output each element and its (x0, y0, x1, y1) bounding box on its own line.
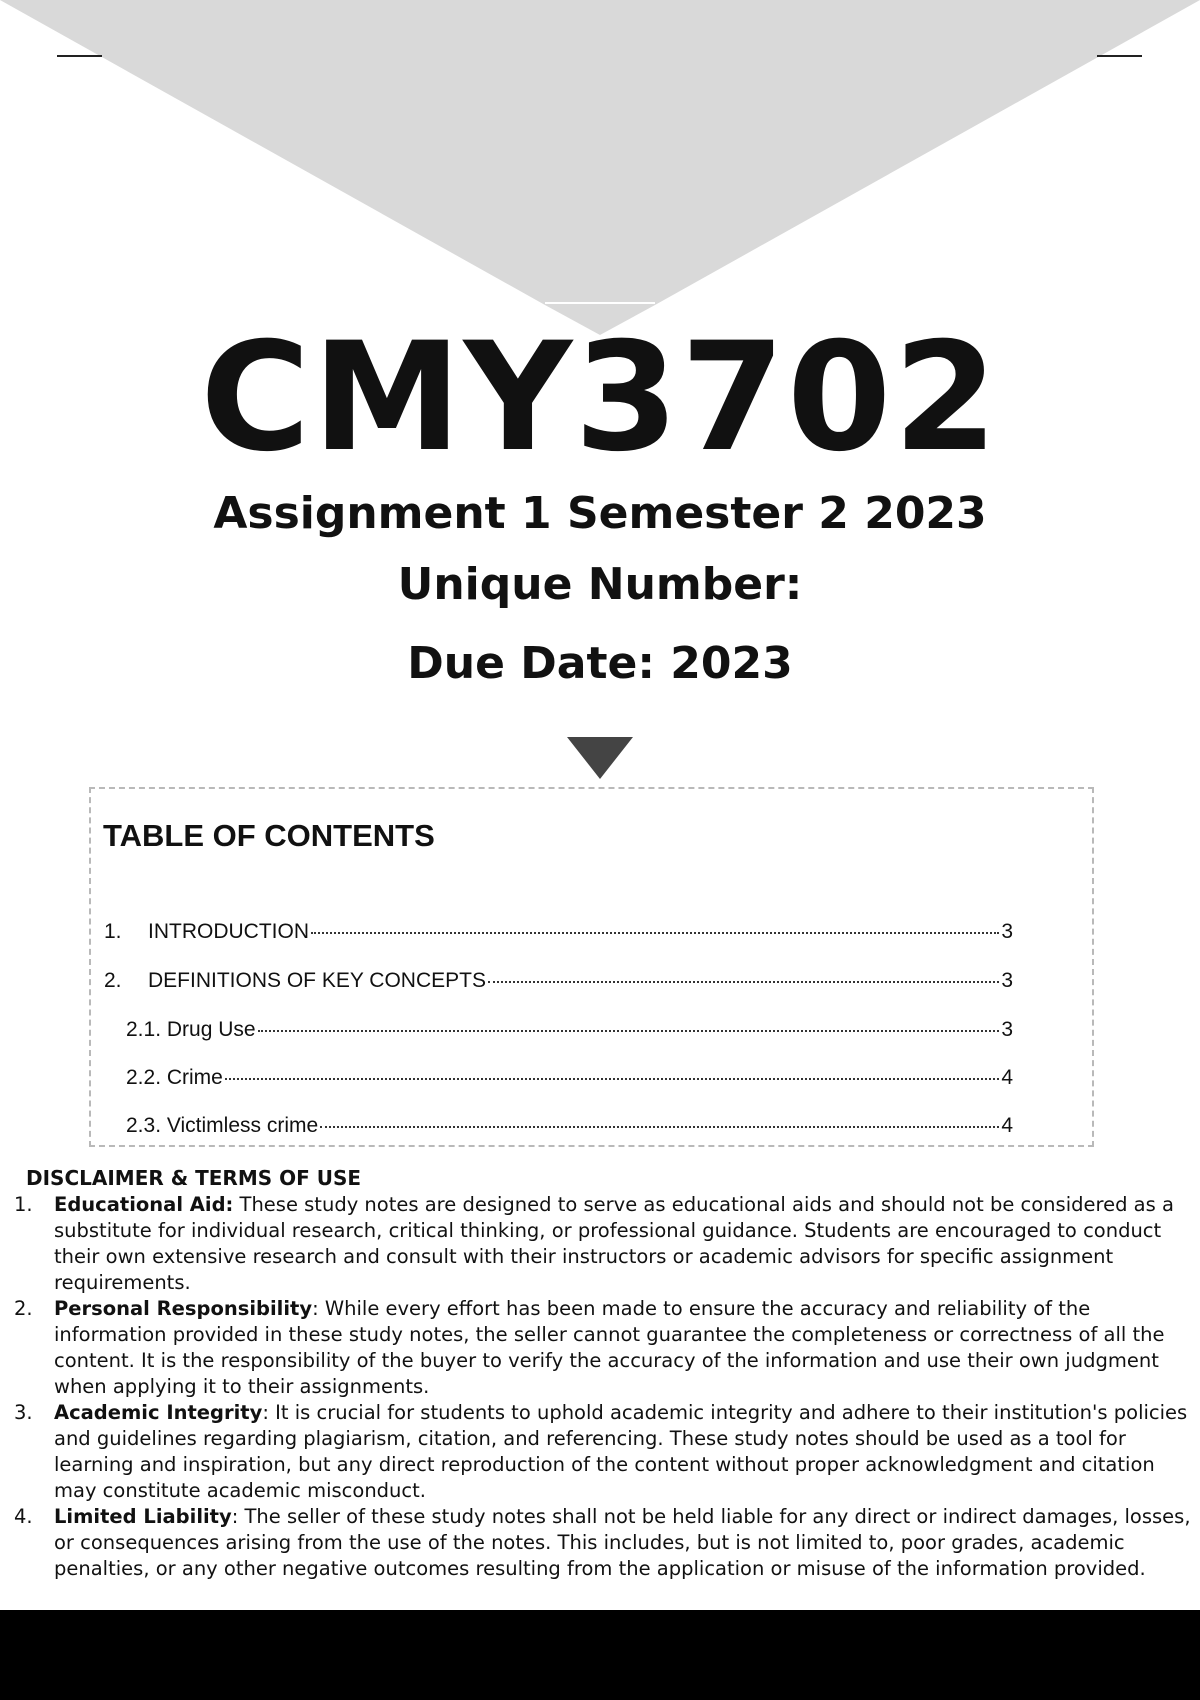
toc-entry[interactable] (104, 969, 1013, 993)
cover-banner-shape (0, 0, 1200, 340)
corner-rule-left (57, 55, 102, 57)
disclaimer-item-text: These study notes are designed to serve as educational aids and should not be considered as a substitute for individual research, critical thinking, or professional guidance. Students are encouraged to conduct their own extensive research and consult with their instructors or academic advisors for specific assignment requirements. (54, 1193, 1174, 1294)
unique-number-line: Unique Number: (397, 559, 803, 610)
toc-entry-page: 4 (1001, 1114, 1013, 1137)
footer-black-bar (0, 1610, 1200, 1700)
toc-leader-dots (488, 981, 999, 983)
toc-entry-label: 2.3. Victimless crime (126, 1114, 319, 1137)
toc-entry[interactable] (126, 1114, 1013, 1138)
corner-rule-right (1097, 55, 1142, 57)
toc-entry-number: 2. (104, 969, 122, 992)
toc-entry-label: 2.1. Drug Use (126, 1018, 256, 1041)
disclaimer-item-term: Limited Liability (54, 1505, 232, 1528)
disclaimer-item (14, 1296, 1194, 1400)
toc-leader-dots (311, 932, 999, 934)
disclaimer-item (14, 1400, 1194, 1504)
disclaimer-item-body (54, 1192, 1194, 1296)
disclaimer-item-number: 2. (14, 1297, 33, 1320)
disclaimer-item-text: : The seller of these study notes shall not be held liable for any direct or indirect damages, losses, or consequences arising from the use of the notes. This includes, but is not limited to, poor grades, academic penalties, or any other negative outcomes resulting from the application or misuse of the information provided. (54, 1505, 1191, 1580)
triangle-down-icon (567, 737, 633, 779)
assignment-line: Assignment 1 Semester 2 2023 (213, 488, 987, 539)
disclaimer-item-term: Academic Integrity (54, 1401, 263, 1424)
toc-entry-page: 4 (1001, 1066, 1013, 1089)
disclaimer-item-text: : While every effort has been made to ensure the accuracy and reliability of the information provided in these study notes, the seller cannot guarantee the completeness or correctness of all the content. It is the responsibility of the buyer to verify the accuracy of the information and use their own judgment when applying it to their assignments. (54, 1297, 1165, 1398)
toc-entry-label: DEFINITIONS OF KEY CONCEPTS (148, 969, 486, 992)
disclaimer-item-body (54, 1400, 1194, 1504)
disclaimer-item-term: Personal Responsibility (54, 1297, 313, 1320)
disclaimer-item (14, 1192, 1194, 1296)
disclaimer-item-number: 1. (14, 1193, 33, 1216)
toc-entry-label: 2.2. Crime (126, 1066, 223, 1089)
toc-title: TABLE OF CONTENTS (103, 818, 435, 853)
disclaimer-item-text: : It is crucial for students to uphold academic integrity and adhere to their institution's policies and guidelines regarding plagiarism, citation, and referencing. These study notes should be used as a tool for learning and inspiration, but any direct reproduction of the content without proper acknowledgment and citation may constitute academic misconduct. (54, 1401, 1188, 1502)
toc-entry-label: INTRODUCTION (148, 920, 309, 943)
disclaimer-title: DISCLAIMER & TERMS OF USE (26, 1166, 362, 1190)
disclaimer-item-number: 4. (14, 1505, 33, 1528)
disclaimer-item-term: Educational Aid: (54, 1193, 234, 1216)
due-date-line: Due Date: 2023 (407, 638, 793, 689)
toc-entry-page: 3 (1001, 1018, 1013, 1041)
toc-entry-number: 1. (104, 920, 122, 943)
disclaimer-item-body (54, 1296, 1194, 1400)
course-code-title: CMY3702 (200, 311, 1000, 485)
disclaimer-item-number: 3. (14, 1401, 33, 1424)
toc-entry-page: 3 (1001, 969, 1013, 992)
toc-entry[interactable] (104, 920, 1013, 944)
toc-entry[interactable] (126, 1066, 1013, 1090)
toc-leader-dots (225, 1078, 999, 1080)
toc-leader-dots (258, 1030, 1000, 1032)
disclaimer-list (14, 1192, 1194, 1582)
toc-entry-page: 3 (1001, 920, 1013, 943)
disclaimer-item-body (54, 1504, 1194, 1582)
disclaimer-item (14, 1504, 1194, 1582)
toc-entry[interactable] (126, 1018, 1013, 1042)
toc-leader-dots (320, 1126, 999, 1128)
